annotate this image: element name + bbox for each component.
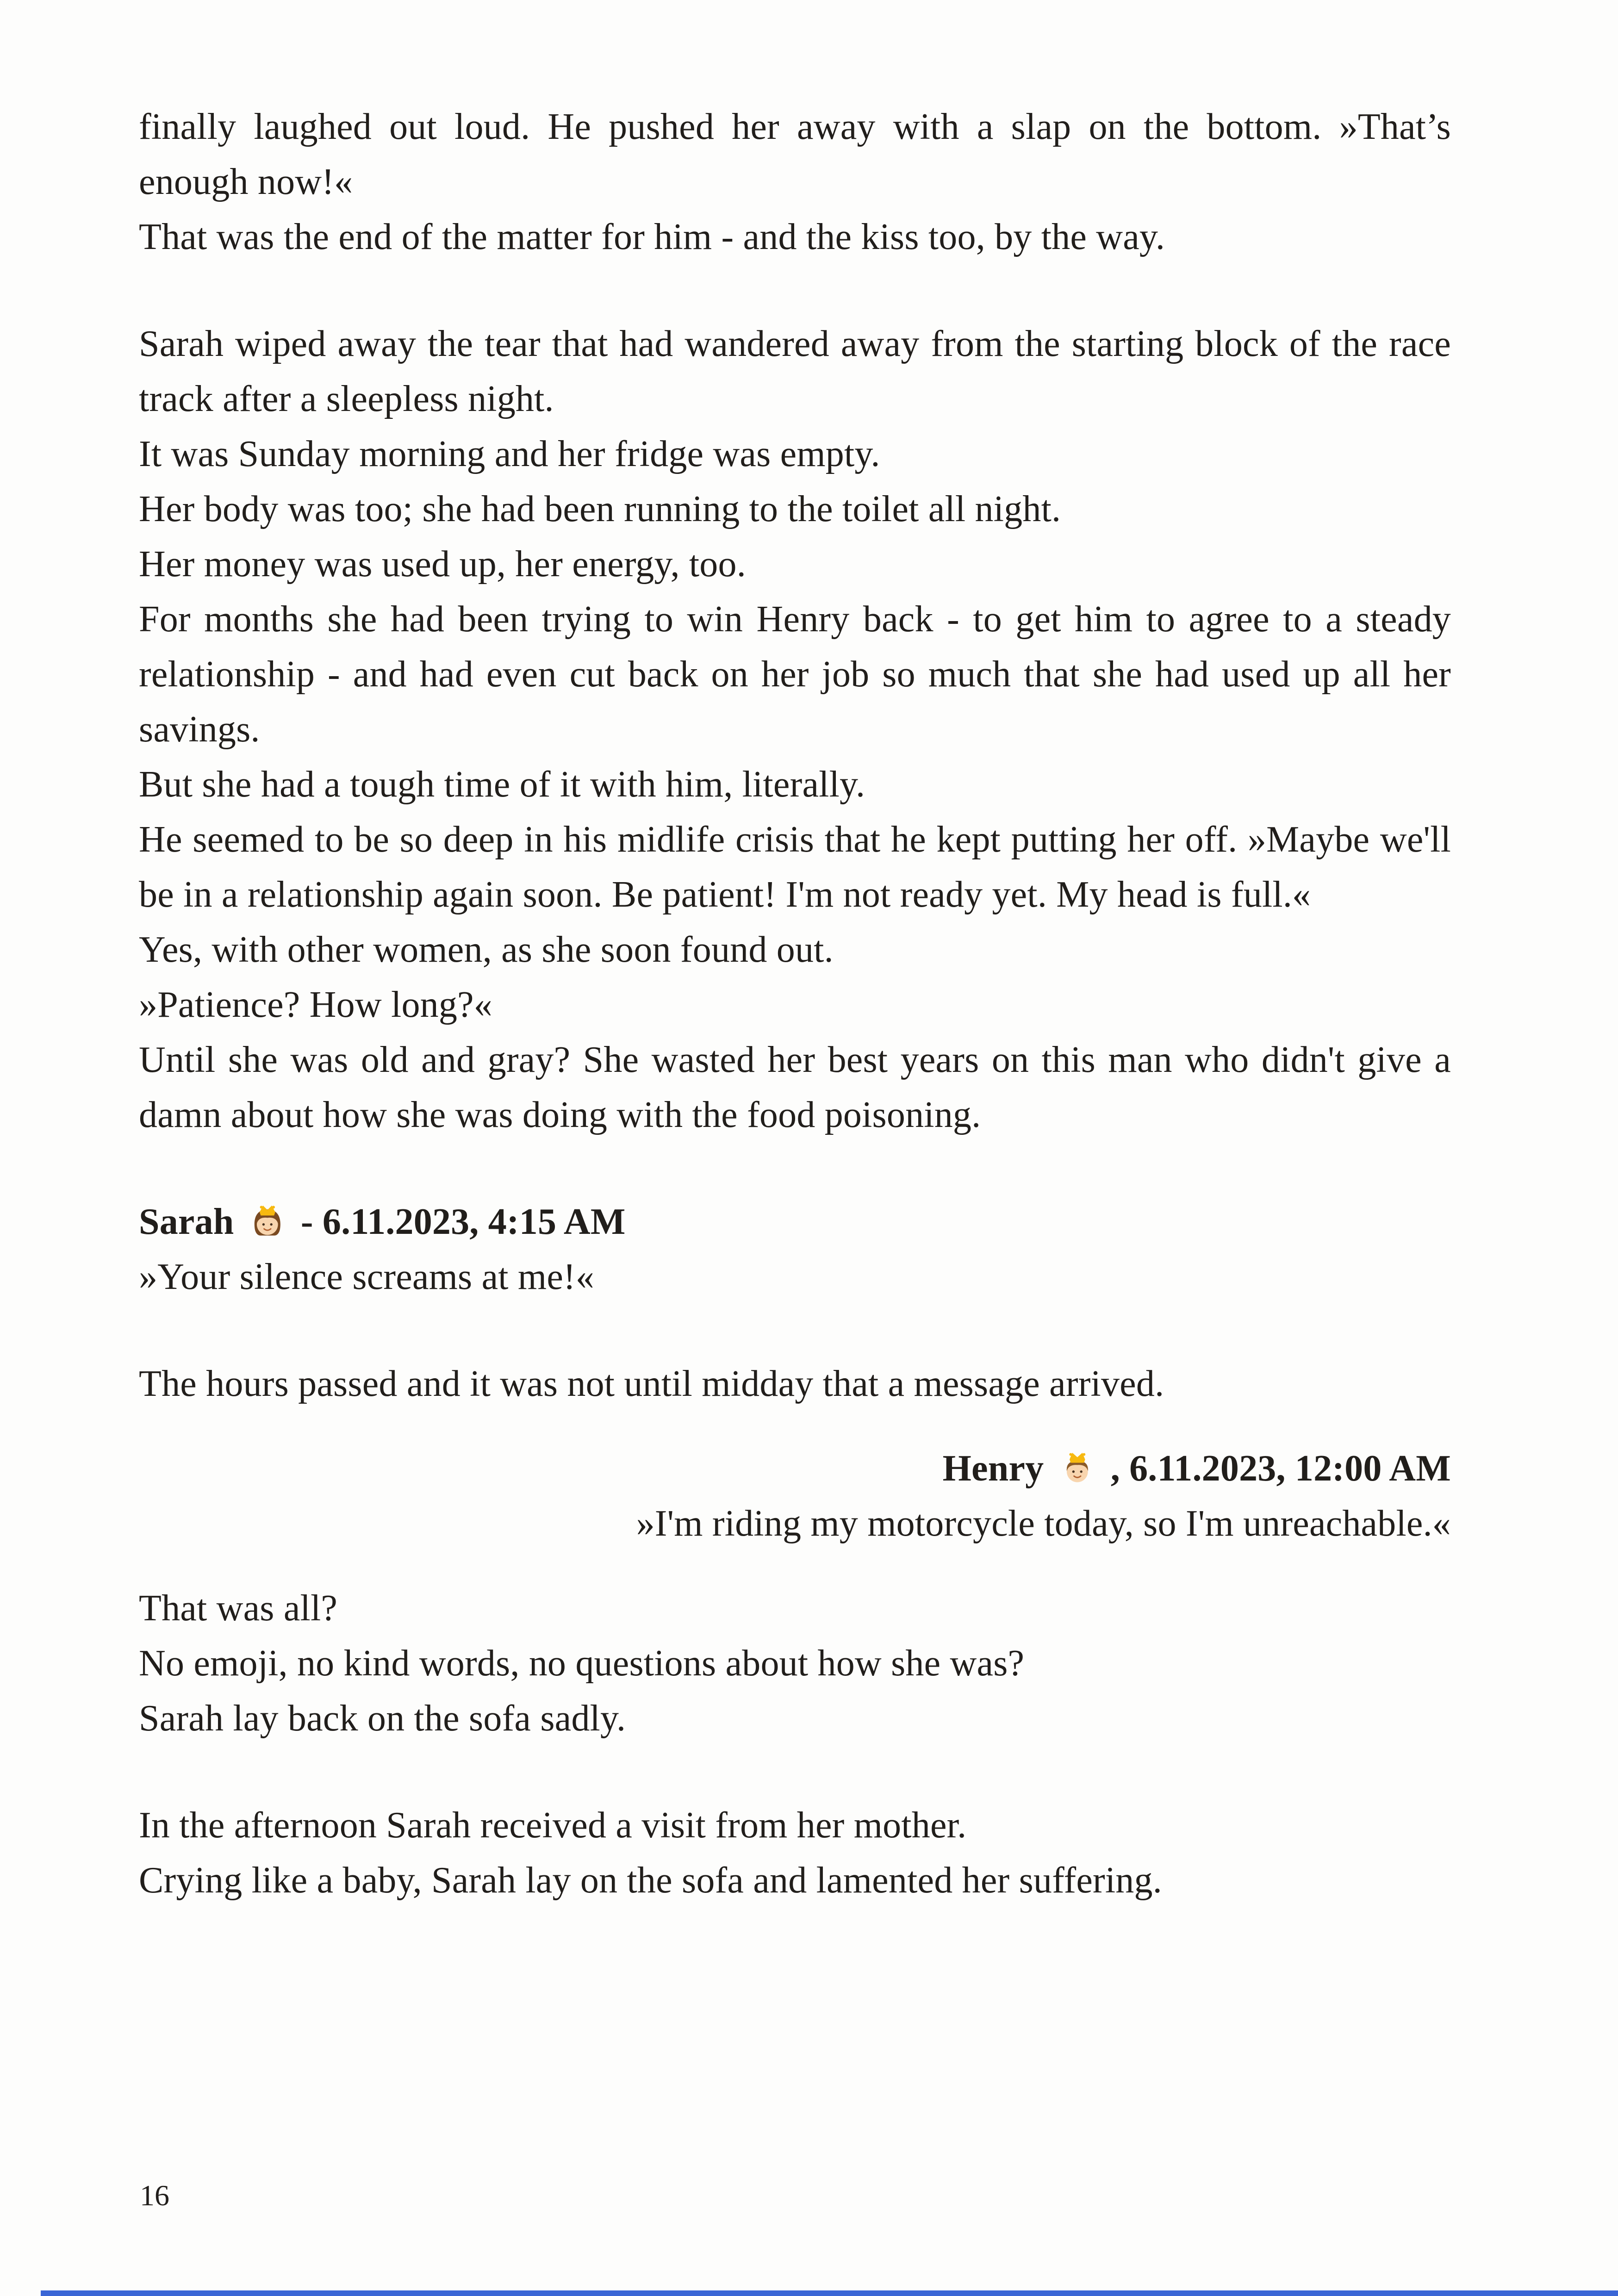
text-line: Her money was used up, her energy, too. <box>139 544 746 585</box>
paragraph-gap <box>139 1746 1451 1798</box>
prince-emoji <box>1055 1447 1100 1487</box>
text-line: He seemed to be so deep in his midlife crisis that he kept putting her off. »Maybe we'll be in a relationship again soon. Be patient! I'm not ready yet. My head is full.« <box>139 819 1451 915</box>
message-header: Sarah - 6.11.2023, 4:15 AM <box>139 1201 626 1242</box>
text-line: But she had a tough time of it with him, literally. <box>139 764 865 805</box>
paragraph-gap <box>139 265 1451 317</box>
text-line: »Patience? How long?« <box>139 984 492 1025</box>
text-line: It was Sunday morning and her fridge was empty. <box>139 434 880 474</box>
text-line: »Your silence screams at me!« <box>139 1257 595 1297</box>
text-line: No emoji, no kind words, no questions about how she was? <box>139 1643 1025 1684</box>
text-line: Yes, with other women, as she soon found out. <box>139 929 834 970</box>
paragraph-gap <box>139 1305 1451 1356</box>
text-line: The hours passed and it was not until midday that a message arrived. <box>139 1363 1164 1404</box>
text-line: That was all? <box>139 1588 338 1629</box>
paragraph-gap <box>139 1412 1451 1441</box>
paragraph-gap <box>139 1143 1451 1195</box>
text-line: Her body was too; she had been running to the toilet all night. <box>139 489 1061 529</box>
message-header: Henry , 6.11.2023, 12:00 AM <box>942 1448 1451 1489</box>
text-line: Crying like a baby, Sarah lay on the sofa and lamented her suffering. <box>139 1860 1162 1901</box>
text-line: finally laughed out loud. He pushed her away with a slap on the bottom. »That’s enough now!« <box>139 106 1451 202</box>
text-line: In the afternoon Sarah received a visit from her mother. <box>139 1805 967 1846</box>
text-line: Sarah lay back on the sofa sadly. <box>139 1698 626 1739</box>
text-line: Until she was old and gray? She wasted her best years on this man who didn't give a damn about how she was doing with the food poisoning. <box>139 1039 1451 1135</box>
paragraph-gap <box>139 1551 1451 1581</box>
text-line: That was the end of the matter for him - and the kiss too, by the way. <box>139 217 1165 257</box>
text-line: »I'm riding my motorcycle today, so I'm unreachable.« <box>636 1503 1451 1544</box>
bottom-edge-line <box>41 2290 1618 2296</box>
text-line: Sarah wiped away the tear that had wandered away from the starting block of the race track after a sleepless night. <box>139 324 1451 419</box>
text-line: For months she had been trying to win Henry back - to get him to agree to a steady relationship - and had even cut back on her job so much that she had used up all her savings. <box>139 599 1451 750</box>
page-text <box>139 100 1451 1908</box>
princess-emoji <box>245 1201 290 1240</box>
page-number: 16 <box>140 2179 169 2212</box>
